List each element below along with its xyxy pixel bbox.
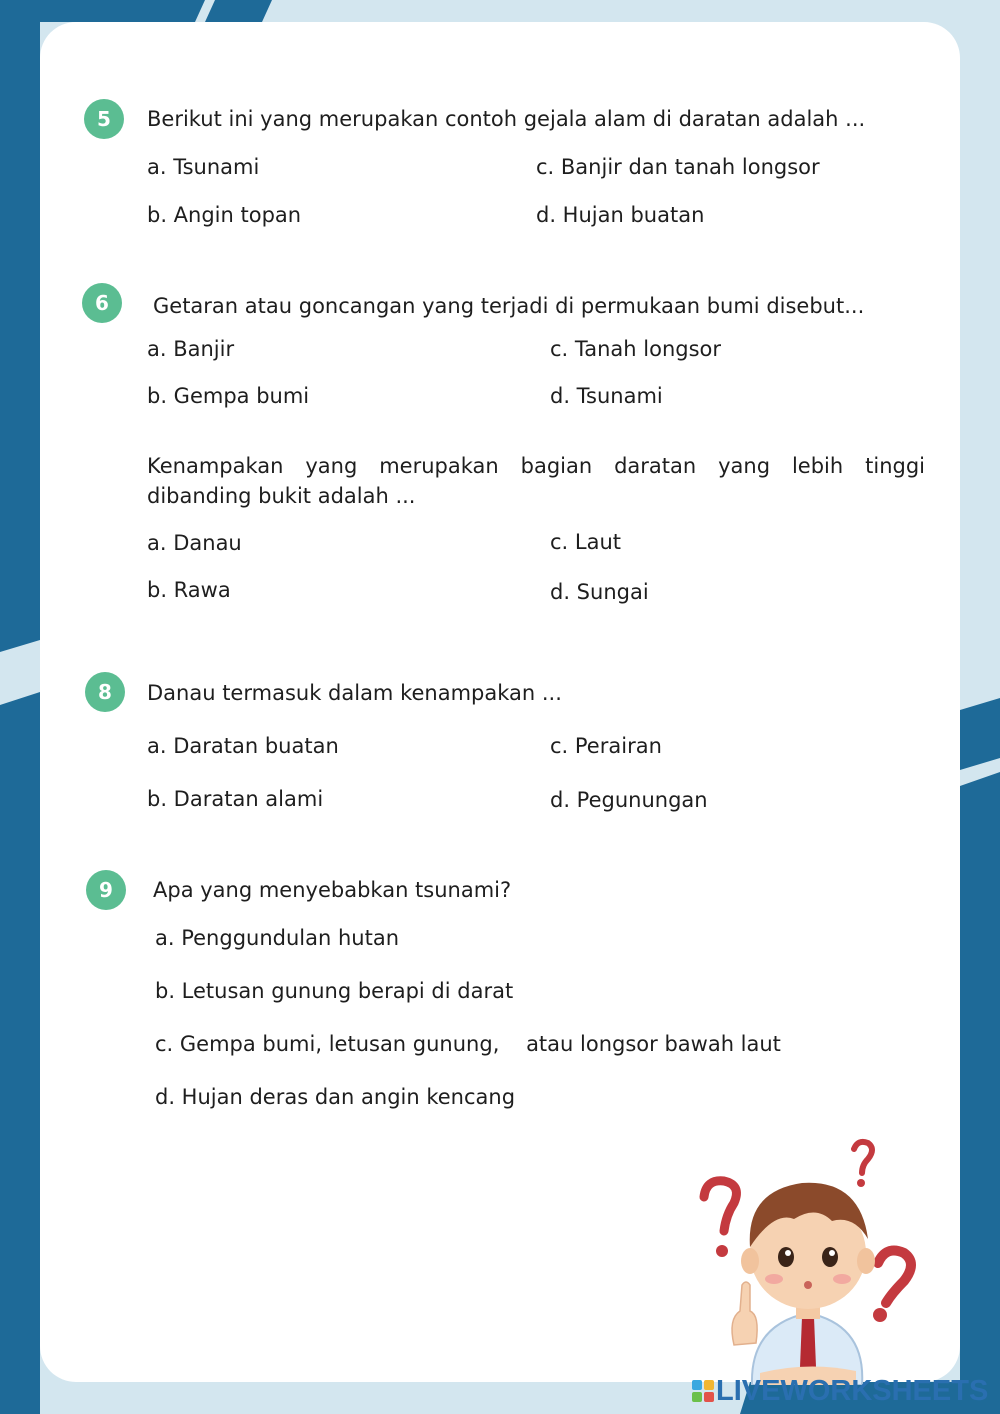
question-6-option-d[interactable]: d. Tsunami [550, 384, 663, 408]
question-mark-icon [704, 1181, 736, 1231]
question-6-option-a[interactable]: a. Banjir [147, 337, 235, 361]
question-7-option-a[interactable]: a. Danau [147, 531, 242, 555]
question-5-number-badge: 5 [84, 99, 124, 139]
liveworksheets-logo-icon [692, 1380, 714, 1402]
watermark-text: LIVEWORKSHEETS [716, 1374, 989, 1407]
question-7-option-d[interactable]: d. Sungai [550, 580, 649, 604]
question-9-option-c[interactable]: c. Gempa bumi, letusan gunung, atau longsor bawah laut [155, 1032, 781, 1056]
question-5-option-b[interactable]: b. Angin topan [147, 203, 302, 227]
question-9-text: Apa yang menyebabkan tsunami? [153, 878, 512, 902]
question-8-number-badge: 8 [85, 672, 125, 712]
question-9-option-a[interactable]: a. Penggundulan hutan [155, 926, 400, 950]
question-5-option-c[interactable]: c. Banjir dan tanah longsor [536, 155, 820, 179]
question-8-option-c[interactable]: c. Perairan [550, 734, 662, 758]
question-9-option-d[interactable]: d. Hujan deras dan angin kencang [155, 1085, 516, 1109]
question-5-text: Berikut ini yang merupakan contoh gejala alam di daratan adalah ... [147, 107, 866, 131]
thinking-boy-icon [690, 1135, 930, 1385]
question-9-option-b[interactable]: b. Letusan gunung berapi di darat [155, 979, 514, 1003]
liveworksheets-watermark [692, 1376, 988, 1406]
question-8-option-a[interactable]: a. Daratan buatan [147, 734, 339, 758]
question-6-option-c[interactable]: c. Tanah longsor [550, 337, 722, 361]
question-9-number-badge: 9 [86, 870, 126, 910]
question-8-option-d[interactable]: d. Pegunungan [550, 788, 708, 812]
question-7-option-b[interactable]: b. Rawa [147, 578, 231, 602]
question-7-option-c[interactable]: c. Laut [550, 530, 622, 554]
question-5-option-a[interactable]: a. Tsunami [147, 155, 260, 179]
question-6-text: Getaran atau goncangan yang terjadi di permukaan bumi disebut... [153, 294, 865, 318]
question-6-number-badge: 6 [82, 283, 122, 323]
question-8-text: Danau termasuk dalam kenampakan ... [147, 681, 562, 705]
question-8-option-b[interactable]: b. Daratan alami [147, 787, 324, 811]
question-6-option-b[interactable]: b. Gempa bumi [147, 384, 310, 408]
question-5-option-d[interactable]: d. Hujan buatan [536, 203, 705, 227]
question-7-text: Kenampakan yang merupakan bagian daratan yang lebih tinggi dibanding bukit adalah ... [147, 454, 925, 508]
